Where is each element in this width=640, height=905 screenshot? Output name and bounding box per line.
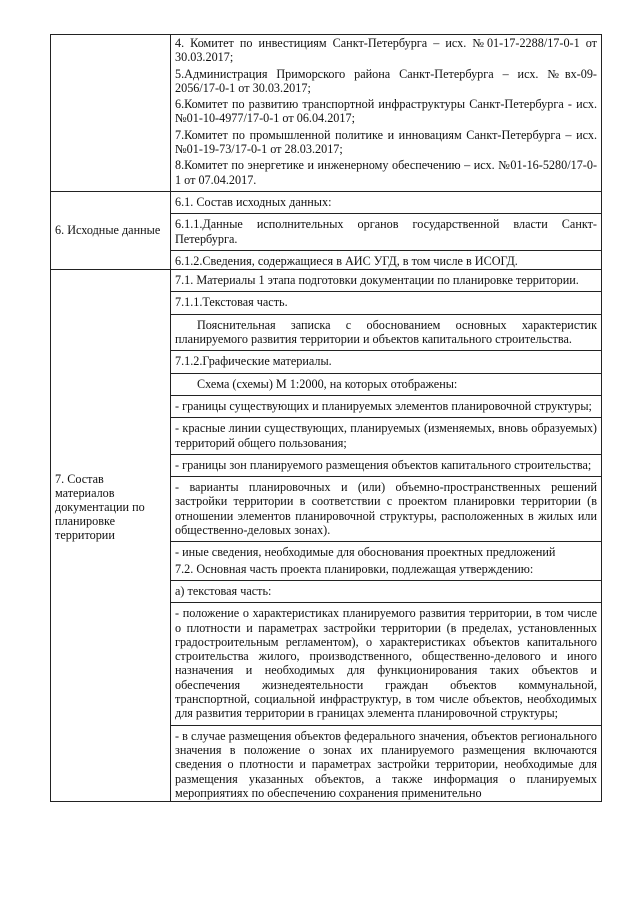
list-item: 6.1.2.Сведения, содержащиеся в АИС УГД, в том числе в ИСОГД. xyxy=(171,250,601,269)
row-label xyxy=(51,35,170,41)
table-row xyxy=(51,35,602,192)
row-label-cell xyxy=(51,270,171,802)
row-label: 7. Состав материалов документации по планировке территории xyxy=(55,471,145,543)
row-content-cell xyxy=(171,192,602,270)
row-label-cell xyxy=(51,35,171,192)
list-item: 7.1.2.Графические материалы. xyxy=(171,350,601,369)
list-item: 4. Комитет по инвестициям Санкт-Петербурга – исх. №01-17-2288/17-0-1 от 30.03.2017; xyxy=(175,36,597,65)
list-item: - красные линии существующих, планируемых (изменяемых, вновь образуемых) территорий общего пользования; xyxy=(171,417,601,451)
table-row xyxy=(51,192,602,270)
requirements-table xyxy=(50,34,602,802)
list-item: Пояснительная записка с обоснованием основных характеристик планируемого развития территории и объектов капитального строительства. xyxy=(171,314,601,348)
row-label-cell xyxy=(51,192,171,270)
list-item: Схема (схемы) М 1:2000, на которых отображены: xyxy=(171,373,601,392)
list-item: 6.Комитет по развитию транспортной инфраструктуры Санкт-Петербурга - исх. №01-10-4977/17-0-1 от 06.04.2017; xyxy=(175,97,597,126)
list-item: 5.Администрация Приморского района Санкт-Петербурга – исх. №вх-09-2056/17-0-1 от 30.03.2017; xyxy=(175,66,597,95)
row-content-cell xyxy=(171,35,602,192)
row-content-cell xyxy=(171,270,602,802)
list-item: 8.Комитет по энергетике и инженерному обеспечению – исх. №01-16-5280/17-0-1 от 07.04.2017. xyxy=(175,158,597,187)
row-label: 6. Исходные данные xyxy=(55,223,161,238)
list-item: - положение о характеристиках планируемого развития территории, в том числе о плотности и параметрах застройки территории (в пределах, установленных градостроительным регламентом), о характеристиках объектов капитального строительства жилого, производственного, общественно-делового и иного назначения и необходимых для функционирования таких объектов и обеспечения жизнедеятельности граждан объектов коммунальной, транспортной, социальной инфраструктур, в том числе объектов, необходимых для развития территории в границах элемента планировочной структуры; xyxy=(171,602,601,721)
list-item: - иные сведения, необходимые для обоснования проектных предложений xyxy=(171,541,601,560)
list-item: 7.1. Материалы 1 этапа подготовки документации по планировке территории. xyxy=(175,273,579,288)
table-row xyxy=(51,270,602,802)
list-item: - границы существующих и планируемых элементов планировочной структуры; xyxy=(171,395,601,414)
list-item: 6.1.1.Данные исполнительных органов государственной власти Санкт-Петербурга. xyxy=(171,213,601,247)
list-item: 7.2. Основная часть проекта планировки, подлежащая утверждению: xyxy=(175,561,534,576)
list-item: 6.1. Состав исходных данных: xyxy=(175,195,332,209)
list-item: - границы зон планируемого размещения объектов капитального строительства; xyxy=(171,454,601,473)
list-item: - в случае размещения объектов федерального значения, объектов регионального значения в положение о зонах их планируемого размещения включаются сведения о плотности и параметрах застройки территории, необходимые для размещения указанных объектов, а также информация о планируемых мероприятиях по обеспечению сохранения применительно xyxy=(171,725,601,801)
list-item: 7.1.1.Текстовая часть. xyxy=(171,291,601,310)
list-item: - варианты планировочных и (или) объемно-пространственных решений застройки территории в соответствии с проектом планировки территории (в отношении элементов планировочной структуры, расположенных в жилых или общественно-деловых зонах). xyxy=(171,476,601,538)
list-item: а) текстовая часть: xyxy=(171,580,601,599)
list-item: 7.Комитет по промышленной политике и инновациям Санкт-Петербурга – исх. №01-19-73/17-0-1 от 28.03.2017; xyxy=(175,127,597,157)
